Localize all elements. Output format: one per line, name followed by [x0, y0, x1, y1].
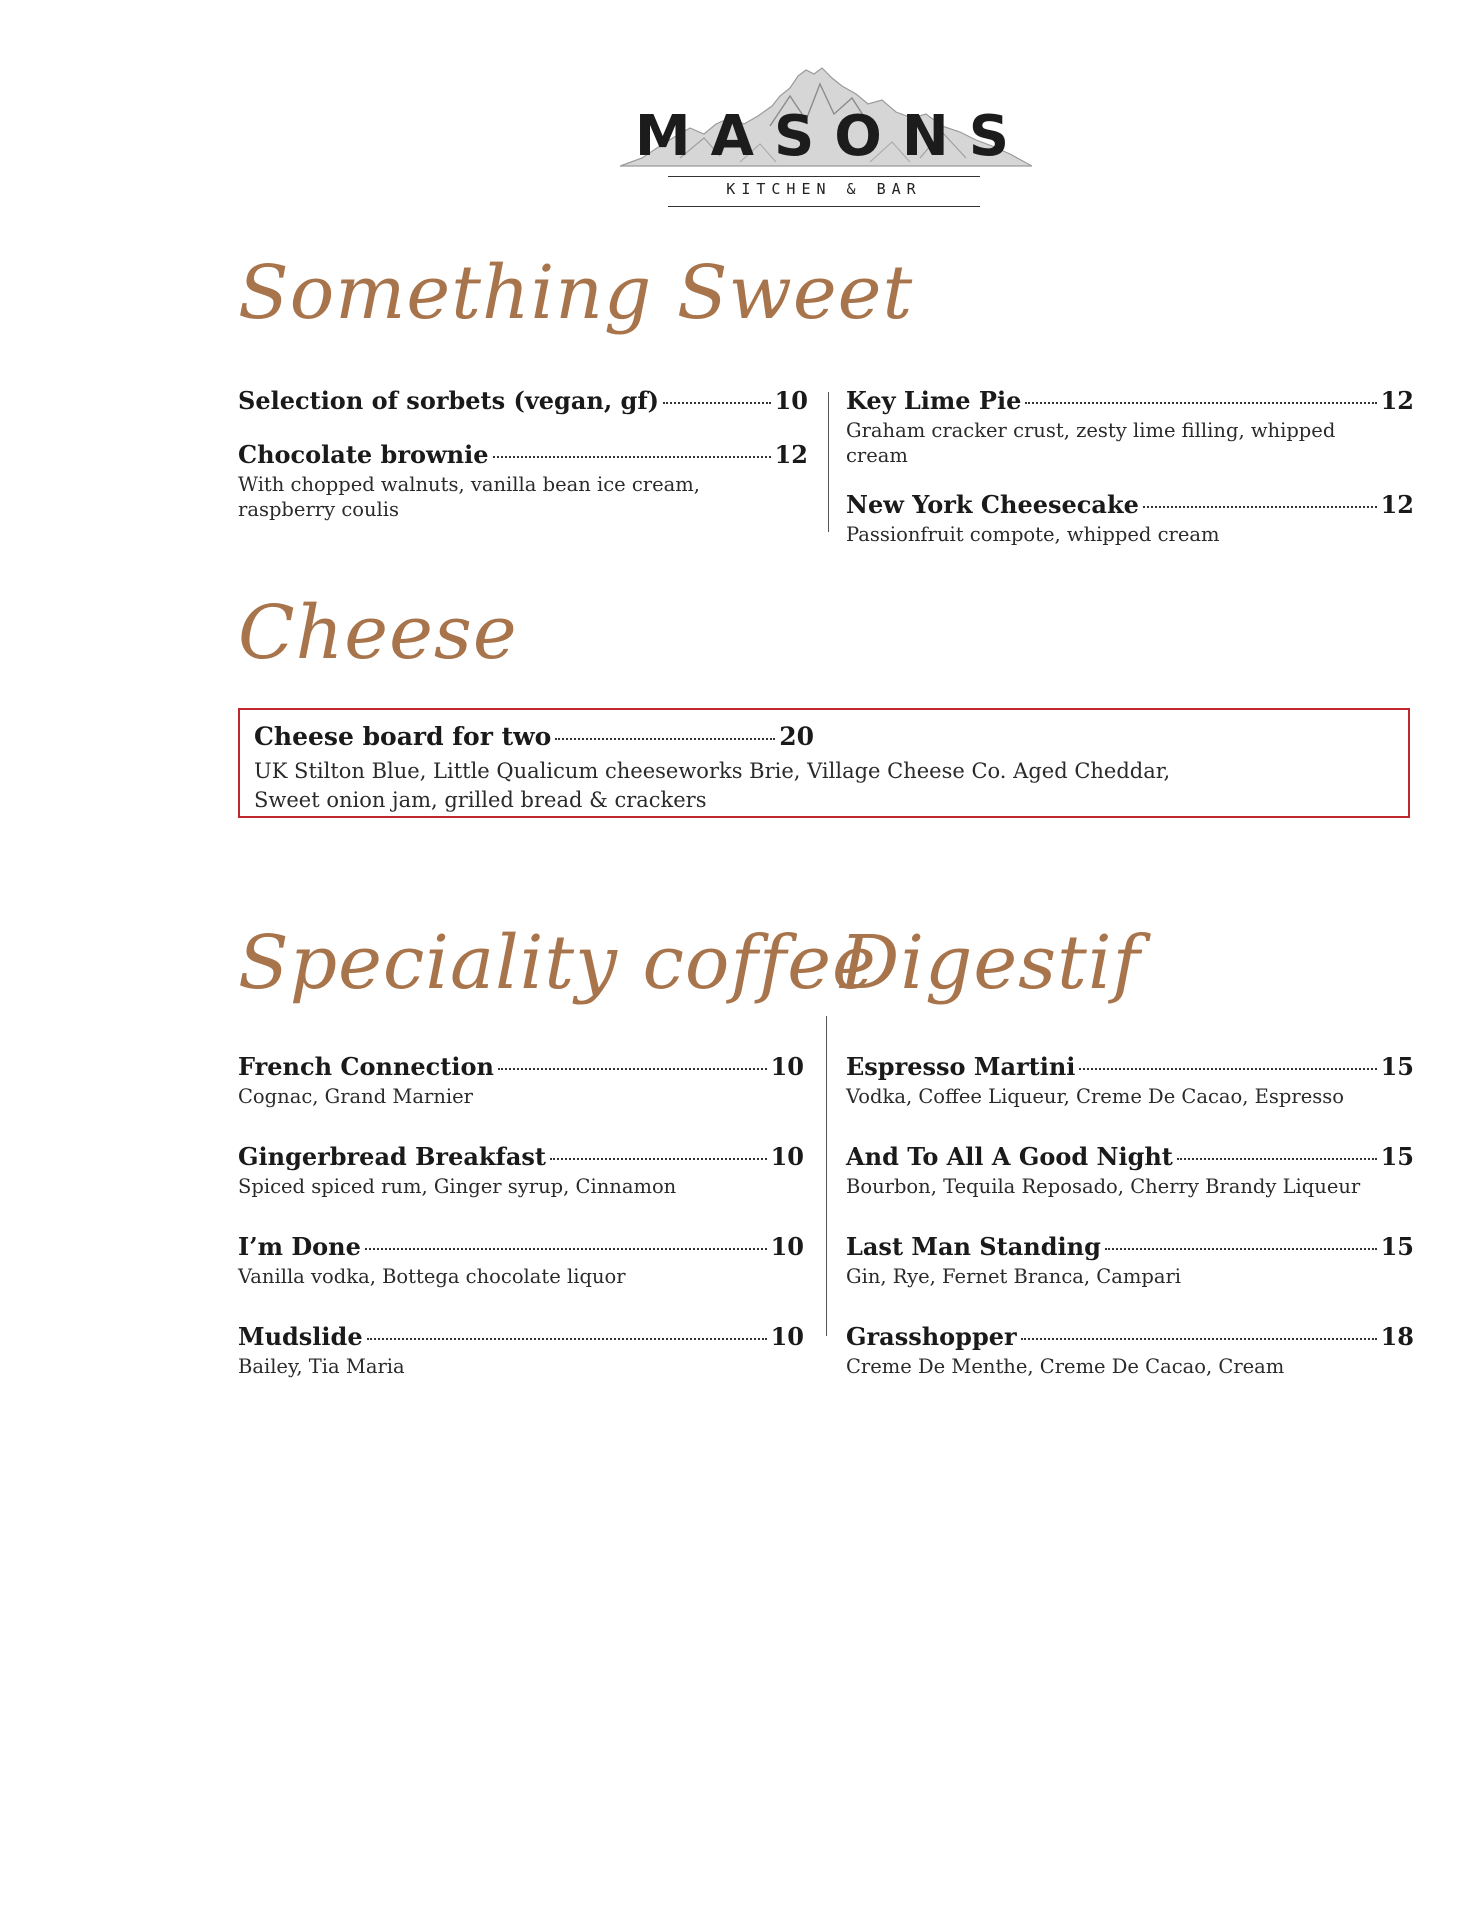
- item-name: Chocolate brownie: [238, 440, 489, 469]
- dot-leader: [498, 1068, 767, 1070]
- item-name: New York Cheesecake: [846, 490, 1139, 519]
- section-heading-sweet: Something Sweet: [238, 250, 914, 336]
- item-description: Bourbon, Tequila Reposado, Cherry Brandy Liqueur: [846, 1175, 1361, 1198]
- menu-item: [846, 386, 1414, 468]
- dot-leader: [1143, 506, 1377, 508]
- logo-rule-bottom: [668, 206, 980, 207]
- menu-item: [846, 1052, 1414, 1109]
- item-description: Vodka, Coffee Liqueur, Creme De Cacao, Espresso: [846, 1085, 1345, 1108]
- dot-leader: [1079, 1068, 1376, 1070]
- brand-tagline: KITCHEN & BAR: [726, 180, 922, 198]
- item-price: 15: [1380, 1052, 1414, 1081]
- item-name: Key Lime Pie: [846, 386, 1022, 415]
- menu-item: [238, 1322, 804, 1379]
- item-name: Espresso Martini: [846, 1052, 1076, 1081]
- dot-leader: [1105, 1248, 1377, 1250]
- menu-item: [846, 1322, 1414, 1379]
- item-name: Grasshopper: [846, 1322, 1017, 1351]
- dot-leader: [1177, 1158, 1377, 1160]
- item-description-line: UK Stilton Blue, Little Qualicum cheeseworks Brie, Village Cheese Co. Aged Cheddar,: [254, 759, 1171, 783]
- dot-leader: [365, 1248, 767, 1250]
- item-name: And To All A Good Night: [846, 1142, 1173, 1171]
- section-heading-cheese: Cheese: [238, 590, 518, 676]
- item-price: 10: [774, 386, 808, 415]
- item-price: 15: [1380, 1232, 1414, 1261]
- section-heading-digestif: Digestif: [840, 920, 1141, 1006]
- dot-leader: [550, 1158, 767, 1160]
- item-price: 20: [779, 722, 814, 751]
- cheese-board-box: [238, 708, 1410, 818]
- dot-leader: [493, 456, 771, 458]
- item-description: [254, 757, 1374, 815]
- item-name: Mudslide: [238, 1322, 363, 1351]
- item-description: Creme De Menthe, Creme De Cacao, Cream: [846, 1355, 1285, 1378]
- column-divider: [826, 1016, 827, 1336]
- column-divider: [828, 392, 829, 532]
- menu-item: [254, 722, 1171, 815]
- item-price: 12: [774, 440, 808, 469]
- menu-item: [238, 440, 808, 522]
- item-name: Selection of sorbets (vegan, gf): [238, 386, 659, 415]
- menu-item: [238, 1232, 804, 1289]
- item-description: Spiced spiced rum, Ginger syrup, Cinnamon: [238, 1175, 677, 1198]
- section-heading-coffee: Speciality coffee: [238, 920, 877, 1006]
- item-price: 10: [770, 1142, 804, 1171]
- item-name: Gingerbread Breakfast: [238, 1142, 546, 1171]
- item-description: Passionfruit compote, whipped cream: [846, 523, 1220, 546]
- menu-item: [238, 1052, 804, 1109]
- item-price: 18: [1380, 1322, 1414, 1351]
- menu-item: [846, 1232, 1414, 1289]
- item-price: 10: [770, 1232, 804, 1261]
- item-name: Cheese board for two: [254, 722, 552, 751]
- item-description: Gin, Rye, Fernet Branca, Campari: [846, 1265, 1182, 1288]
- brand-name: MASONS: [634, 104, 1030, 169]
- menu-item: [846, 490, 1414, 547]
- restaurant-logo: [620, 66, 1032, 212]
- item-description-line: Sweet onion jam, grilled bread & crackers: [254, 788, 707, 812]
- item-name: French Connection: [238, 1052, 494, 1081]
- item-name: I’m Done: [238, 1232, 361, 1261]
- item-description: Graham cracker crust, zesty lime filling, whipped cream: [846, 419, 1336, 467]
- menu-item: [238, 1142, 804, 1199]
- dot-leader: [367, 1338, 767, 1340]
- logo-rule-top: [668, 176, 980, 177]
- item-price: 12: [1380, 490, 1414, 519]
- item-name: Last Man Standing: [846, 1232, 1101, 1261]
- item-description: Vanilla vodka, Bottega chocolate liquor: [238, 1265, 626, 1288]
- dot-leader: [1025, 402, 1376, 404]
- item-description: Cognac, Grand Marnier: [238, 1085, 473, 1108]
- menu-item: [846, 1142, 1414, 1199]
- dot-leader: [555, 738, 775, 740]
- item-price: 10: [770, 1322, 804, 1351]
- item-description: Bailey, Tia Maria: [238, 1355, 405, 1378]
- dot-leader: [663, 402, 771, 404]
- item-price: 12: [1380, 386, 1414, 415]
- item-price: 10: [770, 1052, 804, 1081]
- item-description: With chopped walnuts, vanilla bean ice cream, raspberry coulis: [238, 473, 700, 521]
- dot-leader: [1021, 1338, 1377, 1340]
- menu-item: [238, 386, 808, 415]
- item-price: 15: [1380, 1142, 1414, 1171]
